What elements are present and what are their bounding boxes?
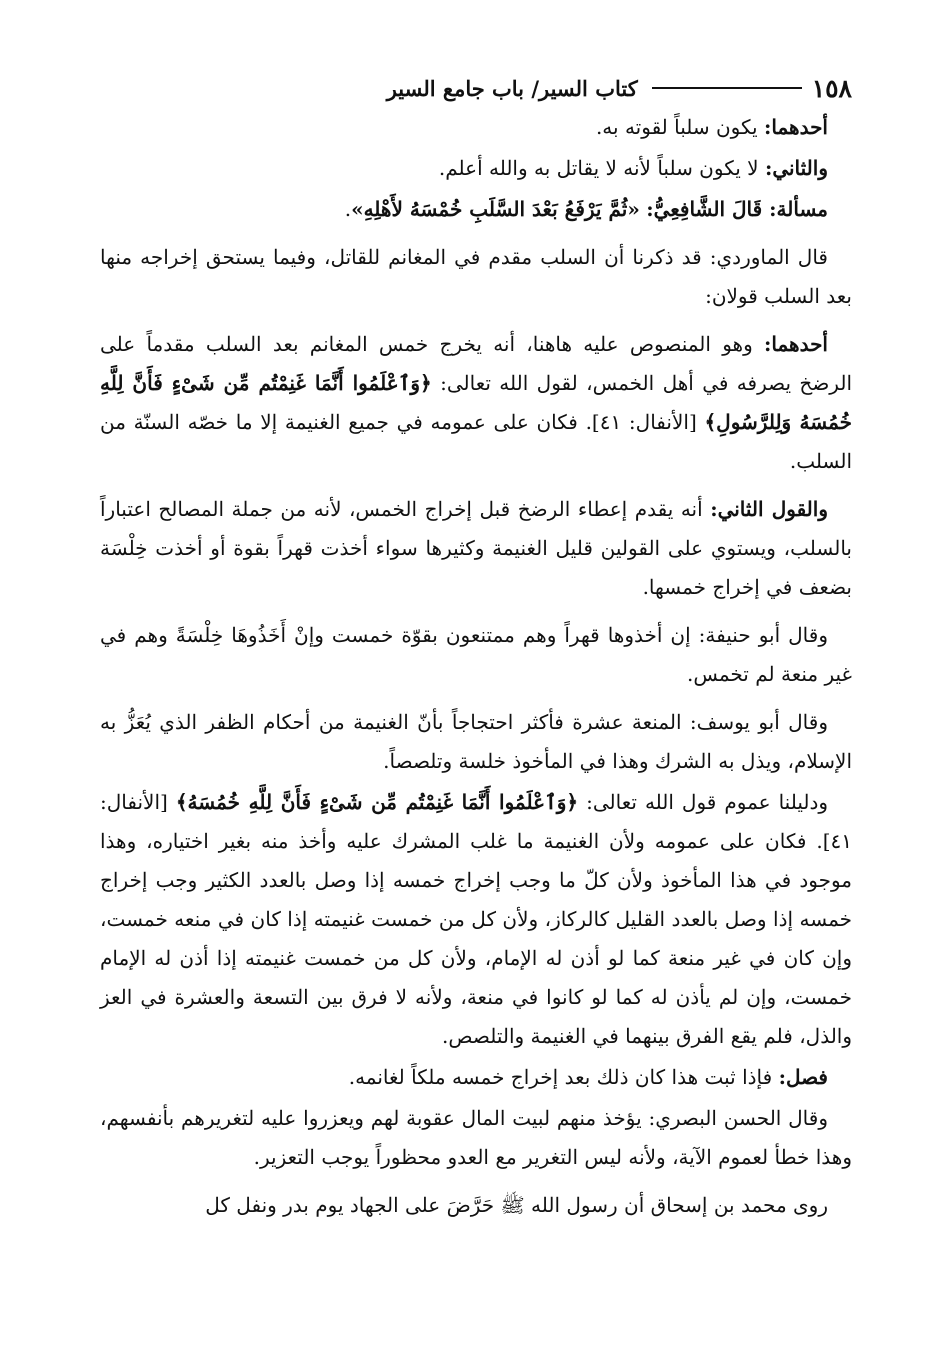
paragraph-text: يكون سلباً لقوته به. — [595, 115, 764, 139]
page-number: ١٥٨ — [811, 73, 852, 103]
paragraph-abu-hanifa — [100, 616, 852, 694]
paragraph-masala — [100, 190, 852, 229]
paragraph-text-continued: [الأنفال: ٤١]. فكان على عمومه ولأن الغنيمة ما غلب المشرك عليه وأخذ منه بغير اختياره، وهذا موجود في هذا المأخوذ ولأن كلّ ما وجب إخراج خمسه إذا وصل بالعدد الكثير وجب إخراج خمسه إذا وصل بالعدد القليل كالركاز، ولأن كل من خمست غنيمته إذا كان في منعه خمست، وإن كان في غير منعة كما لو أذن له الإمام، ولأن كل من خمست غنيمته إذا أذن له الإمام خمست، وإن لم يأذن له كما لو كانوا في منعة، ولأنه لا فرق بين التسعة والعشرة في العز والذل، فلم يقع الفرق بينهما في الغنيمة والتلصص. — [100, 790, 852, 1048]
paragraph-abu-yusuf — [100, 703, 852, 781]
paragraph-first-view — [100, 325, 852, 481]
paragraph-text: قال الماوردي: قد ذكرنا أن السلب مقدم في المغانم للقاتل، وفيما يستحق إخراجه منها بعد السلب قولان: — [100, 245, 852, 308]
quran-verse: ﴿وَٱعْلَمُوا أَنَّمَا غَنِمْتُم مِّن شَىْءٍ فَأَنَّ لِلَّهِ خُمُسَهُ وَلِلرَّسُولِ﴾ — [100, 371, 853, 434]
paragraph-text: روى محمد بن إسحاق أن رسول الله ﷺ حَرَّضَ على الجهاد يوم بدر ونفل كل — [205, 1193, 828, 1217]
paragraph-text: وهو المنصوص عليه هاهنا، أنه يخرج خمس المغانم بعد السلب مقدماً على الرضخ يصرفه في أهل الخمس، لقول الله تعالى: — [100, 332, 852, 395]
quran-verse: ﴿وَٱعْلَمُوا أَنَّمَا غَنِمْتُم مِّن شَىْءٍ فَأَنَّ لِلَّهِ خُمُسَهُ﴾ — [175, 790, 579, 814]
quoted-text: «ثُمَّ يَرْفَعُ بَعْدَ السَّلَبِ خُمْسَهُ لأَهْلِهِ» — [351, 197, 640, 221]
paragraph-ibn-ishaq — [100, 1186, 852, 1225]
paragraph-text: فإذا ثبت هذا كان ذلك بعد إخراج خمسه ملكاً لغانمه. — [348, 1065, 779, 1089]
paragraph-second-opinion — [100, 149, 852, 188]
paragraph-hasan-basri — [100, 1099, 852, 1177]
paragraph-label: والقول الثاني: — [710, 497, 828, 521]
paragraph-label: مسألة: قَالَ الشَّافِعِيُّ: — [646, 197, 828, 221]
paragraph-first-opinion — [100, 108, 852, 147]
paragraph-text: لا يكون سلباً لأنه لا يقاتل به والله أعلم. — [438, 156, 765, 180]
paragraph-label: أحدهما: — [763, 332, 828, 356]
paragraph-label: والثاني: — [764, 156, 828, 180]
page-header — [100, 68, 852, 108]
paragraph-text-continued: [الأنفال: ٤١]. فكان على عمومه في جميع الغنيمة إلا ما خصّه السنّة من السلب. — [100, 410, 852, 473]
paragraph-label: أحدهما: — [763, 115, 828, 139]
paragraph-text: وقال الحسن البصري: يؤخذ منهم لبيت المال عقوبة لهم ويعزروا عليه لتغريرهم بأنفسهم، وهذا خطأ لعموم الآية، ولأنه ليس التغرير مع العدو محظوراً يوجب التعزير. — [100, 1106, 852, 1169]
paragraph-text: . — [344, 197, 352, 221]
paragraph-text: أنه يقدم إعطاء الرضخ قبل إخراج الخمس، لأنه من جملة المصالح اعتباراً بالسلب، ويستوي على القولين قليل الغنيمة وكثيرها سواء أخذت قهراً بقوة أو أخذت خِلْسَة بضعف في إخراج خمسها. — [100, 497, 852, 599]
paragraph-mawardi — [100, 238, 852, 316]
paragraph-fasl — [100, 1058, 852, 1097]
paragraph-label: فصل: — [778, 1065, 828, 1089]
header-rule — [652, 87, 802, 89]
page-body — [100, 108, 852, 1234]
paragraph-text: وقال أبو حنيفة: إن أخذوها قهراً وهم ممتنعون بقوّة خمست وإنْ أَخَذُوهَا خِلْسَةً وهم في غير منعة لم تخمس. — [100, 623, 852, 686]
paragraph-text: وقال أبو يوسف: المنعة عشرة فأكثر احتجاجاً بأنّ الغنيمة من أحكام الظفر الذي يُعَزُّ به الإسلام، ويذل به الشرك وهذا في المأخوذ خلسة وتلصصاً. — [100, 710, 852, 773]
chapter-title: كتاب السير/ باب جامع السير — [386, 75, 638, 101]
paragraph-evidence — [100, 783, 852, 1056]
paragraph-second-view — [100, 490, 852, 607]
paragraph-text: ودليلنا عموم قول الله تعالى: — [578, 790, 829, 814]
